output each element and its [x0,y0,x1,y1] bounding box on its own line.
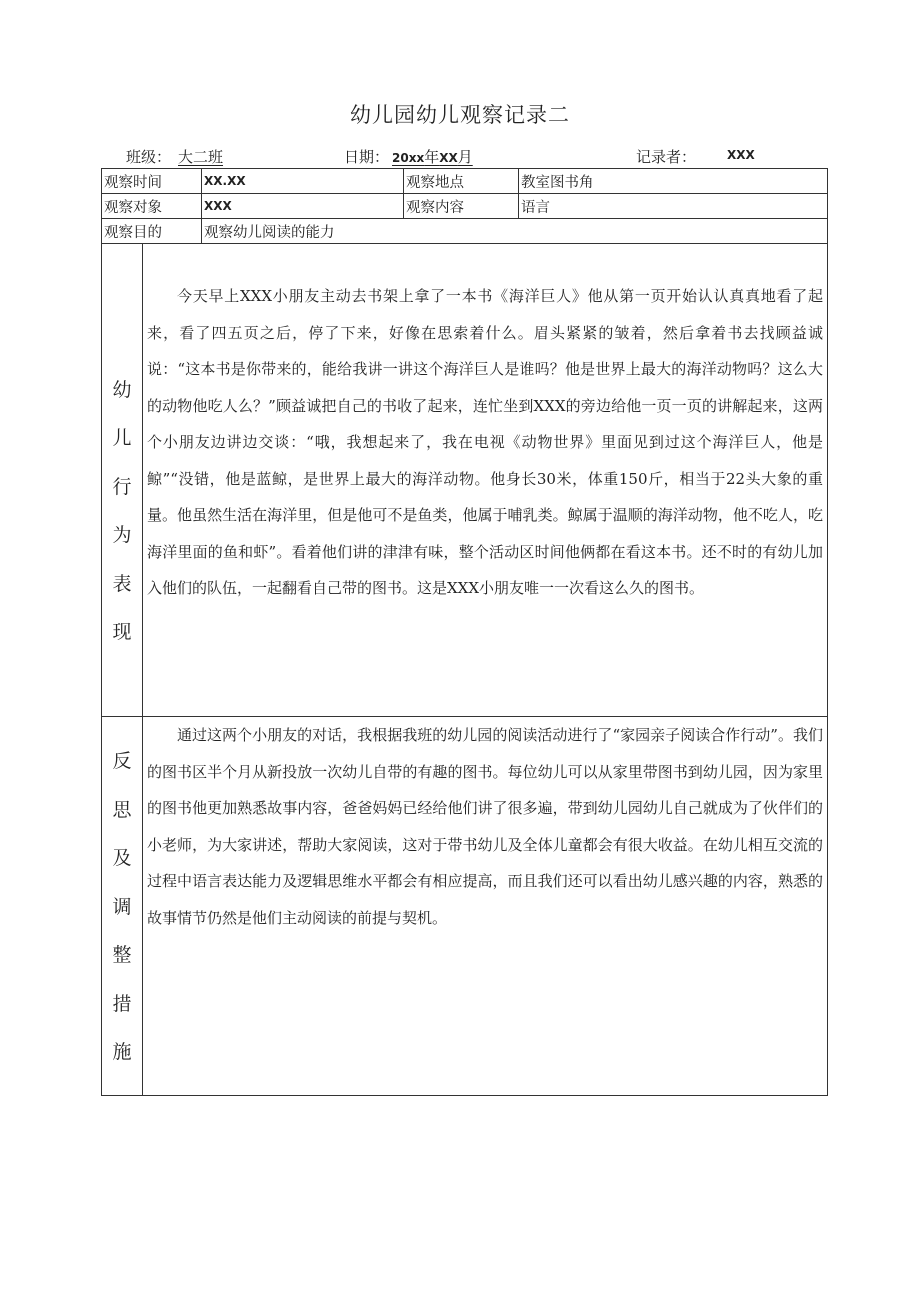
reflection-label-char: 施 [112,1041,132,1064]
recorder-value: XXX [727,148,755,162]
date-month-unit: 月 [457,148,473,166]
reflection-label-char: 反 [112,750,132,773]
reflection-label-char: 措 [112,992,132,1015]
table-row-subject [102,194,828,219]
class-value: 大二班 [178,148,224,166]
time-label: 观察时间 [102,169,202,194]
table-row-time [102,169,828,194]
purpose-value: 观察幼儿阅读的能力 [202,219,828,244]
behavior-cell [143,244,828,717]
table-row-purpose [102,219,828,244]
subject-label: 观察对象 [102,194,202,219]
behavior-label-char: 为 [112,524,132,546]
reflection-label-char: 及 [112,847,132,870]
place-value: 教室图书角 [519,169,828,194]
recorder-label: 记录者： [636,148,697,166]
content-value: 语言 [519,194,828,219]
date-label: 日期： [344,148,390,166]
purpose-label: 观察目的 [102,219,202,244]
table-row-behavior [102,244,828,717]
time-value: XX.XX [202,169,404,194]
behavior-text: 今天早上XXX小朋友主动去书架上拿了一本书《海洋巨人》他从第一页开始认认真真地看了起来，看了四五页之后，停了下来，好像在思索着什么。眉头紧紧的皱着，然后拿着书去找顾益诚说：“这本书是你带来的，能给我讲一讲这个海洋巨人是谁吗？他是世界上最大的海洋动物吗？这么大的动物他吃人么？”顾益诚把自己的书收了起来，连忙坐到XXX的旁边给他一页一页的讲解起来，这两个小朋友边讲边交谈：“哦，我想起来了，我在电视《动物世界》里面见到过这个海洋巨人，他是鲸”“没错，他是蓝鲸，是世界上最大的海洋动物。他身长30米，体重150斤，相当于22头大象的重量。他虽然生活在海洋里，但是他可不是鱼类，他属于哺乳类。鲸属于温顺的海洋动物，他不吃人，吃海洋里面的鱼和虾”。看着他们讲的津津有味，整个活动区时间他俩都在看这本书。还不时的有幼儿加入他们的队伍，一起翻看自己带的图书。这是XXX小朋友唯一一次看这么久的图书。 [147,287,823,597]
reflection-text: 通过这两个小朋友的对话，我根据我班的幼儿园的阅读活动进行了“家园亲子阅读合作行动”。我们的图书区半个月从新投放一次幼儿自带的有趣的图书。每位幼儿可以从家里带图书到幼儿园，因为家里的图书他更加熟悉故事内容，爸爸妈妈已经给他们讲了很多遍，带到幼儿园幼儿自己就成为了伙伴们的小老师，为大家讲述，帮助大家阅读，这对于带书幼儿及全体儿童都会有很大收益。在幼儿相互交流的过程中语言表达能力及逻辑思维水平都会有相应提高，而且我们还可以看出幼儿感兴趣的内容，熟悉的故事情节仍然是他们主动阅读的前提与契机。 [147,726,823,927]
table-row-reflection [102,717,828,1096]
behavior-label-char: 现 [112,621,132,643]
reflection-label-char: 思 [112,798,132,821]
date-month: XX [439,151,458,165]
reflection-label-char: 整 [112,944,132,967]
content-label: 观察内容 [404,194,519,219]
date-year-unit: 年 [424,148,440,166]
reflection-label [102,717,143,1096]
subject-value: XXX [202,194,404,219]
reflection-cell [143,717,828,1096]
behavior-label-char: 表 [112,572,132,595]
date-year: 20xx [392,151,425,165]
page-title: 幼儿园幼儿观察记录二 [350,103,570,127]
date-value [392,146,473,167]
place-label: 观察地点 [404,169,519,194]
header-info-row [101,146,826,168]
behavior-label [102,244,143,717]
reflection-label-char: 调 [112,895,132,918]
behavior-label-char: 儿 [112,427,132,449]
class-label: 班级： [126,148,172,166]
behavior-label-char: 行 [112,475,132,498]
observation-table [101,168,828,1096]
behavior-label-char: 幼 [112,378,132,401]
